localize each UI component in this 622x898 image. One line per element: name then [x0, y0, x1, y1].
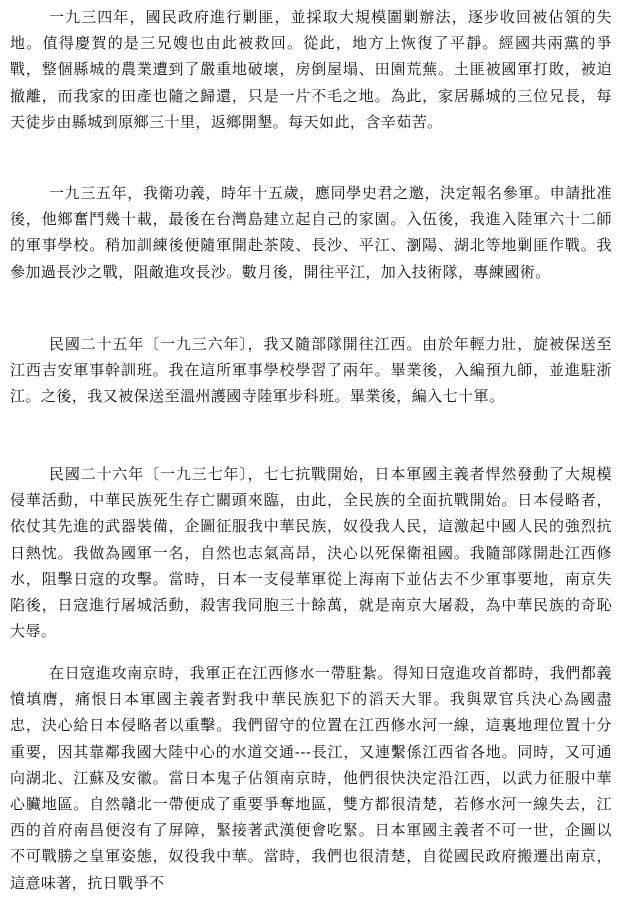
paragraph-1936: 民國二十五年〔一九三六年〕，我又隨部隊開往江西。由於年輕力壯，旋被保送至江西吉安軍事幹訓班。我在這所軍事學校學習了兩年。畢業後，入編預九師，並進駐浙江。之後，我又被保送至溫州護國寺陸軍步科班。畢業後，編入七十軍。	[10, 335, 612, 406]
paragraph-1934: 一九三四年，國民政府進行剿匪，並採取大規模圍剿辦法，逐步收回被佔領的失地。值得慶賀的是三兄嫂也由此被救回。從此，地方上恢復了平靜。經國共兩黨的爭戰，整個縣城的農業遭到了嚴重地破壞，房倒屋塌、田園荒蕪。土匪被國軍打敗，被迫撤離，而我家的田產也隨之歸還，只是一片不毛之地。為此，家居縣城的三位兄長，每天徒步由縣城到原鄉三十里，返鄉開墾。每天如此，含辛茹苦。	[10, 8, 612, 131]
paragraph-nanjing: 在日寇進攻南京時，我軍正在江西修水一帶駐紮。得知日寇進攻首都時，我們都義憤填膺，痛恨日本軍國主義者對我中華民族犯下的滔天大罪。我與眾官兵決心為國盡忠，決心給日本侵略者以重擊。我們留守的位置在江西修水河一線，這裏地理位置十分重要，因其靠鄰我國大陸中心的水道交通---長江，又連繫係江西省各地。同時，又可通向湖北、江蘇及安徽。當日本鬼子佔領南京時，他們很快決定沿江西，以武力征服中華心臟地區。自然贛北一帶便成了重要爭奪地區，雙方都很清楚，若修水河一線失去，江西的首府南昌便沒有了屏障，緊接著武漢便會吃緊。日本軍國主義者不可一世，企圖以不可戰勝之皇軍姿態，奴役我中華。當時，我們也很清楚，自從國民政府搬遷出南京，這意味著，抗日戰爭不	[10, 664, 612, 892]
paragraph-1935: 一九三五年，我衛功義，時年十五歲，應同學史君之邀，決定報名參軍。申請批准後，他鄉奮鬥幾十載，最後在台灣島建立起自己的家園。入伍後，我進入陸軍六十二師的軍事學校。稍加訓練後便隨軍開赴茶陵、長沙、平江、瀏陽、湖北等地剿匪作戰。我參加過長沙之戰，阻敵進攻長沙。數月後，開往平江，加入技術隊，專練國術。	[10, 184, 612, 281]
document-page	[10, 4, 612, 894]
paragraph-1937: 民國二十六年〔一九三七年〕，七七抗戰開始，日本軍國主義者悍然發動了大規模侵華活動，中華民族死生存亡關頭來臨，由此，全民族的全面抗戰開始。日本侵略者，依仗其先進的武器裝備，企圖征服我中華民族，奴役我人民，這激起中國人民的強烈抗日熱忱。我做為國軍一名，自然也志氣高昂，決心以死保衛祖國。我隨部隊開赴江西修水，阻擊日寇的攻擊。當時，日本一支侵華軍從上海南下並佔去不少軍事要地，南京失陷後，日寇進行屠城活動，殺害我同胞三十餘萬，就是南京大屠殺，為中華民族的奇恥大辱。	[10, 465, 612, 641]
